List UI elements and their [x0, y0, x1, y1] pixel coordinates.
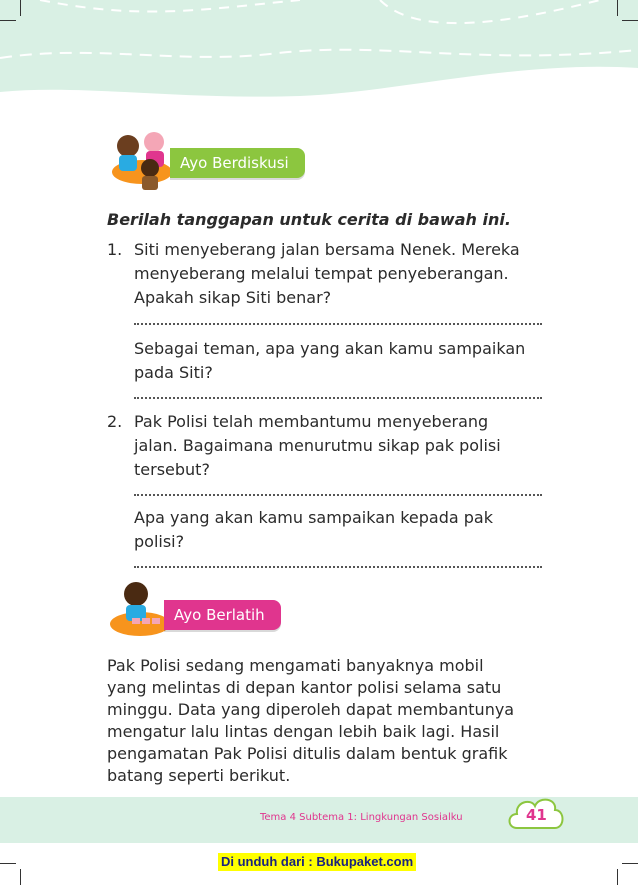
question-line: jalan. Bagaimana menurutmu sikap pak polisi [134, 436, 501, 455]
crop-mark [0, 863, 16, 864]
crop-mark [622, 20, 638, 21]
paragraph-line: pengamatan Pak Polisi ditulis dalam bentuk grafik [107, 744, 508, 763]
answer-line[interactable] [134, 566, 542, 568]
crop-mark [20, 0, 21, 16]
crop-mark [617, 0, 618, 16]
question-number: 1. [107, 240, 123, 259]
kids-discussing-illustration [106, 128, 178, 194]
section-title-practice [164, 600, 281, 630]
question-number: 2. [107, 412, 123, 431]
question-line: polisi? [134, 532, 185, 551]
question-line: Siti menyeberang jalan bersama Nenek. Mereka [134, 240, 520, 259]
question-line: Apakah sikap Siti benar? [134, 288, 332, 307]
crop-mark [20, 869, 21, 885]
question-line: Pak Polisi telah membantumu menyeberang [134, 412, 489, 431]
page-number: 41 [526, 806, 547, 824]
crop-mark [617, 869, 618, 885]
paragraph-line: mengatur lalu lintas dengan lebih baik lagi. Hasil [107, 722, 500, 741]
section-header-practice [106, 578, 306, 624]
answer-line[interactable] [134, 494, 542, 496]
paragraph-line: yang melintas di depan kantor polisi selama satu [107, 678, 502, 697]
section-header-discussion [106, 128, 326, 172]
instruction-text: Berilah tanggapan untuk cerita di bawah ini. [107, 210, 511, 229]
paragraph-line: minggu. Data yang diperoleh dapat membantunya [107, 700, 515, 719]
crop-mark [622, 863, 638, 864]
section-title-text: Ayo Berlatih [174, 606, 265, 624]
question-line: Sebagai teman, apa yang akan kamu sampaikan [134, 339, 526, 358]
question-line: tersebut? [134, 460, 210, 479]
crop-mark [0, 20, 16, 21]
paragraph-line: Pak Polisi sedang mengamati banyaknya mobil [107, 656, 484, 675]
footer-theme: Tema 4 Subtema 1: Lingkungan Sosialku [260, 812, 463, 823]
question-line: pada Siti? [134, 363, 213, 382]
section-title-discussion [170, 148, 305, 178]
answer-line[interactable] [134, 397, 542, 399]
answer-line[interactable] [134, 323, 542, 325]
download-note[interactable]: Di unduh dari : Bukupaket.com [218, 853, 416, 871]
section-title-text: Ayo Berdiskusi [180, 154, 289, 172]
header-decoration [0, 0, 638, 120]
question-line: menyeberang melalui tempat penyeberangan. [134, 264, 509, 283]
paragraph-line: batang seperti berikut. [107, 766, 291, 785]
question-line: Apa yang akan kamu sampaikan kepada pak [134, 508, 493, 527]
